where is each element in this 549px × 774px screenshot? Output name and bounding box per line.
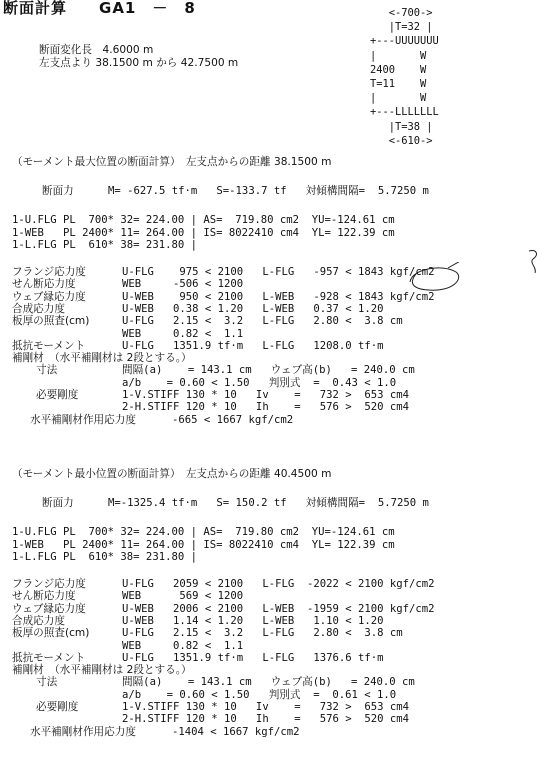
stiffener-label: 寸法	[36, 676, 58, 689]
diagram-line: 2400 W	[370, 63, 427, 76]
stress-label: フランジ応力度	[12, 266, 86, 278]
stress-label: 抵抗モーメント	[12, 651, 86, 664]
diagram-line: +---LLLLLLL	[370, 106, 439, 119]
stress-label: 補剛材 （水平補剛材は 2段とする。）	[12, 352, 192, 365]
diagram-line: <-610->	[370, 134, 433, 147]
stress-value: U-FLG 2.15 < 3.2 L-FLG 2.80 < 3.8 cm	[122, 627, 403, 640]
stiffener-label: 水平補剛材作用応力度	[30, 413, 136, 426]
stress-label: 合成応力度	[12, 614, 65, 627]
stiffener-label: 必要剛度	[36, 389, 79, 401]
stress-label: ウェブ縁応力度	[12, 290, 86, 303]
stress-label: 板厚の照査(cm)	[12, 627, 90, 640]
stress-label: せん断応力度	[12, 278, 76, 291]
section-heading: （モーメント最大位置の断面計算） 左支点からの距離 38.1500 m	[12, 156, 332, 168]
diagram-line: |T=32 |	[370, 21, 433, 34]
force-label: 断面力	[42, 185, 74, 197]
stress-label: フランジ応力度	[12, 578, 86, 590]
plate-row: 1-U.FLG PL 700* 32= 224.00 | AS= 719.80 cm2 YU=-124.61 cm	[12, 214, 395, 226]
stress-label: 合成応力度	[12, 302, 65, 315]
stiffener-label: 必要剛度	[36, 701, 79, 713]
stress-label: ウェブ縁応力度	[12, 602, 86, 615]
force-label: 断面力	[42, 497, 74, 509]
diagram-line: | W	[370, 49, 427, 62]
plate-row: 1-U.FLG PL 700* 32= 224.00 | AS= 719.80 cm2 YU=-124.61 cm	[12, 526, 395, 538]
plate-row: 1-WEB PL 2400* 11= 264.00 | IS= 8022410 cm4 YL= 122.39 cm	[12, 538, 395, 551]
handwritten-mark	[525, 247, 545, 277]
stress-value: U-WEB 2006 < 2100 L-WEB -1959 < 2100 kgf/cm2	[122, 602, 435, 615]
stress-value: WEB -506 < 1200	[122, 278, 244, 291]
stiffener-value: 間隔(a) = 143.1 cm ウェブ高(b) = 240.0 cm	[122, 676, 415, 689]
diagram-line: <-700->	[370, 7, 433, 19]
stress-value: U-WEB 1.14 < 1.20 L-WEB 1.10 < 1.20	[122, 614, 384, 627]
stress-value: WEB 0.82 < 1.1	[122, 639, 244, 652]
stress-label: 補剛材 （水平補剛材は 2段とする。）	[12, 664, 192, 677]
stress-value: U-FLG 1351.9 tf·m L-FLG 1208.0 tf·m	[122, 339, 384, 352]
stiffener-label: 寸法	[36, 364, 58, 377]
stiffener-value: -665 < 1667 kgf/cm2	[172, 413, 294, 426]
stiffener-value: a/b = 0.60 < 1.50 判別式 = 0.61 < 1.0	[122, 688, 397, 701]
stiffener-value: 1-V.STIFF 130 * 10 Iv = 732 > 653 cm4	[122, 389, 410, 401]
stiffener-label: 水平補剛材作用応力度	[30, 725, 136, 738]
stiffener-value: -1404 < 1667 kgf/cm2	[172, 725, 300, 738]
force-values: M= -627.5 tf·m S=-133.7 tf 対傾構間隔= 5.7250 m	[108, 185, 429, 197]
stress-value: U-WEB 0.38 < 1.20 L-WEB 0.37 < 1.20	[122, 302, 384, 315]
stress-value: WEB 569 < 1200	[122, 590, 244, 603]
stiffener-value: a/b = 0.60 < 1.50 判別式 = 0.43 < 1.0	[122, 376, 397, 389]
diagram-line: |T=38 |	[370, 120, 433, 133]
force-values: M=-1325.4 tf·m S= 150.2 tf 対傾構間隔= 5.7250 m	[108, 497, 429, 509]
page-title: 断面計算 GA1 － 8	[3, 0, 196, 17]
stress-label: せん断応力度	[12, 590, 76, 603]
cross-section-diagram	[370, 8, 520, 168]
stress-value: U-FLG 975 < 2100 L-FLG -957 < 1843 kgf/cm2	[122, 266, 435, 278]
stress-value: U-FLG 2.15 < 3.2 L-FLG 2.80 < 3.8 cm	[122, 315, 403, 328]
stiffener-value: 間隔(a) = 143.1 cm ウェブ高(b) = 240.0 cm	[122, 364, 415, 377]
stress-label: 板厚の照査(cm)	[12, 315, 90, 328]
plate-row: 1-L.FLG PL 610* 38= 231.80 |	[12, 239, 197, 251]
diagram-line: T=11 W	[370, 78, 427, 90]
stiffener-value: 1-V.STIFF 130 * 10 Iv = 732 > 653 cm4	[122, 701, 410, 713]
stress-value: WEB 0.82 < 1.1	[122, 327, 244, 340]
diagram-line: +---UUUUUUU	[370, 35, 439, 48]
stiffener-value: 2-H.STIFF 120 * 10 Ih = 576 > 520 cm4	[122, 713, 410, 726]
diagram-line: | W	[370, 92, 427, 105]
section-change-length: 断面変化長 4.6000 m	[39, 44, 154, 56]
stress-value: U-FLG 1351.9 tf·m L-FLG 1376.6 tf·m	[122, 651, 384, 664]
stress-value: U-WEB 950 < 2100 L-WEB -928 < 1843 kgf/cm2	[122, 290, 435, 303]
section-range: 左支点より 38.1500 m から 42.7500 m	[39, 57, 239, 69]
stiffener-value: 2-H.STIFF 120 * 10 Ih = 576 > 520 cm4	[122, 401, 410, 414]
stress-label: 抵抗モーメント	[12, 339, 86, 352]
section-heading: （モーメント最小位置の断面計算） 左支点からの距離 40.4500 m	[12, 468, 332, 480]
plate-row: 1-L.FLG PL 610* 38= 231.80 |	[12, 551, 197, 563]
stress-value: U-FLG 2059 < 2100 L-FLG -2022 < 2100 kgf/cm2	[122, 578, 435, 590]
plate-row: 1-WEB PL 2400* 11= 264.00 | IS= 8022410 cm4 YL= 122.39 cm	[12, 226, 395, 239]
